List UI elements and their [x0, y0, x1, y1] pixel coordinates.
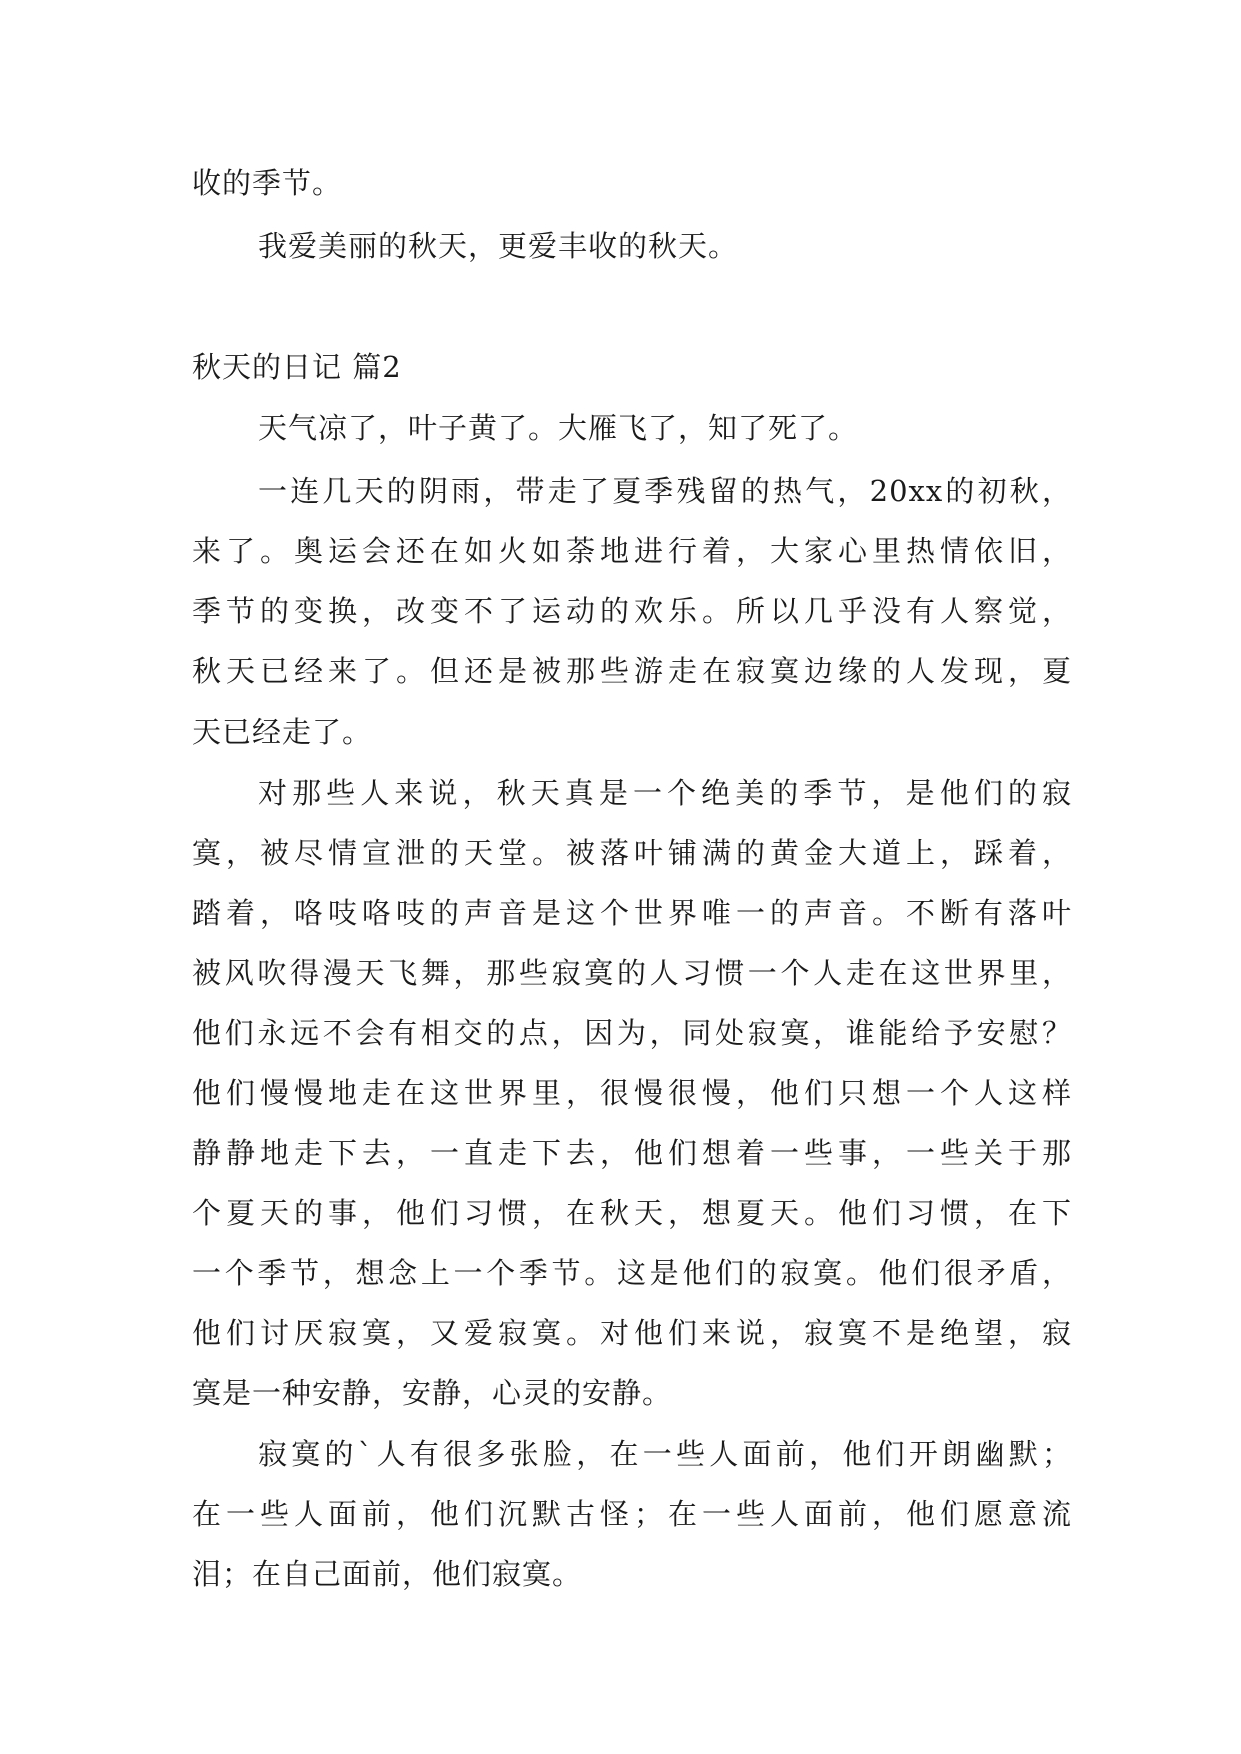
- paragraph-line: 寞是一种安静，安静，心灵的安静。: [192, 1376, 673, 1410]
- paragraph-line: 个夏天的事，他们习惯，在秋天，想夏天。他们习惯，在下: [192, 1196, 1072, 1230]
- paragraph-line: 秋天已经来了。但还是被那些游走在寂寞边缘的人发现，夏: [192, 654, 1072, 688]
- paragraph-line: 寞，被尽情宣泄的天堂。被落叶铺满的黄金大道上，踩着，: [192, 836, 1072, 870]
- paragraph-line: 在一些人面前，他们沉默古怪；在一些人面前，他们愿意流: [192, 1497, 1072, 1531]
- paragraph-line: 天气凉了，叶子黄了。大雁飞了，知了死了。: [258, 411, 859, 445]
- paragraph-line: 收的季节。: [192, 166, 343, 200]
- paragraph-line: 对那些人来说，秋天真是一个绝美的季节，是他们的寂: [258, 776, 1072, 810]
- paragraph-line: 静静地走下去，一直走下去，他们想着一些事，一些关于那: [192, 1136, 1072, 1170]
- paragraph-line: 他们永远不会有相交的点，因为，同处寂寞，谁能给予安慰？: [192, 1016, 1072, 1050]
- paragraph-line: 来了。奥运会还在如火如荼地进行着，大家心里热情依旧，: [192, 534, 1072, 568]
- paragraph-line: 我爱美丽的秋天，更爱丰收的秋天。: [258, 229, 739, 263]
- paragraph-line: 他们慢慢地走在这世界里，很慢很慢，他们只想一个人这样: [192, 1076, 1072, 1110]
- paragraph-line: 寂寞的`人有很多张脸，在一些人面前，他们开朗幽默；: [258, 1437, 1072, 1471]
- paragraph-line: 被风吹得漫天飞舞，那些寂寞的人习惯一个人走在这世界里，: [192, 956, 1072, 990]
- paragraph-line: 他们讨厌寂寞，又爱寂寞。对他们来说，寂寞不是绝望，寂: [192, 1316, 1072, 1350]
- paragraph-line: 季节的变换，改变不了运动的欢乐。所以几乎没有人察觉，: [192, 594, 1072, 628]
- paragraph-line: 泪；在自己面前，他们寂寞。: [192, 1557, 583, 1591]
- section-heading: 秋天的日记 篇2: [192, 350, 402, 384]
- paragraph-line: 踏着，咯吱咯吱的声音是这个世界唯一的声音。不断有落叶: [192, 896, 1072, 930]
- paragraph-line: 一连几天的阴雨，带走了夏季残留的热气，20xx的初秋，: [258, 474, 1072, 508]
- paragraph-line: 一个季节，想念上一个季节。这是他们的寂寞。他们很矛盾，: [192, 1256, 1072, 1290]
- paragraph-line: 天已经走了。: [192, 715, 373, 749]
